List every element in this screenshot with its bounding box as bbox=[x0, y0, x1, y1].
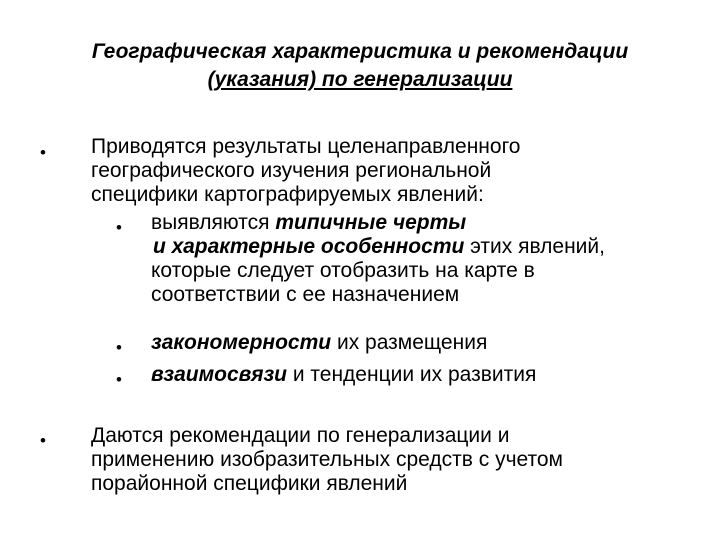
bullet-2-text bbox=[91, 424, 563, 496]
sub-bullet-3-line bbox=[151, 363, 536, 387]
bullet-2-line-2: применению изобразительных средств с учетом bbox=[91, 448, 563, 471]
sub-bullet-marker-3: • bbox=[116, 370, 122, 389]
sub-bullet-2-emphasis: закономерности bbox=[151, 331, 332, 354]
sub-bullet-2-rest: их размещения bbox=[331, 331, 488, 354]
sub-bullet-3-rest: и тенденции их развития bbox=[287, 363, 537, 386]
sub-bullet-2-line bbox=[151, 331, 487, 355]
bullet-1-line-1: Приводятся результаты целенаправленного bbox=[91, 135, 521, 158]
bullet-1-line-3: специфики картографируемых явлений: bbox=[91, 183, 484, 206]
bullet-2-line-3: порайонной специфики явлений bbox=[91, 472, 408, 495]
sub-bullet-1-text bbox=[151, 211, 605, 307]
bullet-1-text bbox=[91, 135, 520, 207]
bullet-1-line-2: географического изучения региональной bbox=[91, 159, 492, 182]
sub-bullet-1-line-4: соответствии с ее назначением bbox=[151, 283, 460, 306]
sub-bullet-1-emphasis-features: и характерные особенности bbox=[153, 235, 465, 258]
bullet-marker-2: • bbox=[40, 431, 46, 450]
sub-bullet-1-prefix: выявляются bbox=[151, 211, 276, 234]
title-line-2: (указания) по генерализации bbox=[207, 68, 513, 91]
sub-bullet-2-text bbox=[151, 331, 487, 355]
title-line-1: Географическая характеристика и рекомендации bbox=[91, 40, 629, 63]
sub-bullet-1-line-2 bbox=[151, 235, 605, 259]
sub-bullet-1-emphasis-typical: типичные черты bbox=[275, 211, 467, 234]
sub-bullet-1-rest: этих явлений, bbox=[464, 235, 605, 258]
sub-bullet-1-line-3: которые следует отобразить на карте в bbox=[151, 259, 535, 282]
slide-title bbox=[40, 38, 680, 94]
bullet-2-line-1: Даются рекомендации по генерализации и bbox=[91, 424, 510, 447]
sub-bullet-marker-2: • bbox=[116, 338, 122, 357]
sub-bullet-3-text bbox=[151, 363, 536, 387]
sub-bullet-1-line-1 bbox=[151, 211, 605, 235]
sub-bullet-marker-1: • bbox=[116, 218, 122, 237]
sub-bullet-3-emphasis: взаимосвязи bbox=[151, 363, 287, 386]
bullet-marker-1: • bbox=[40, 143, 46, 162]
